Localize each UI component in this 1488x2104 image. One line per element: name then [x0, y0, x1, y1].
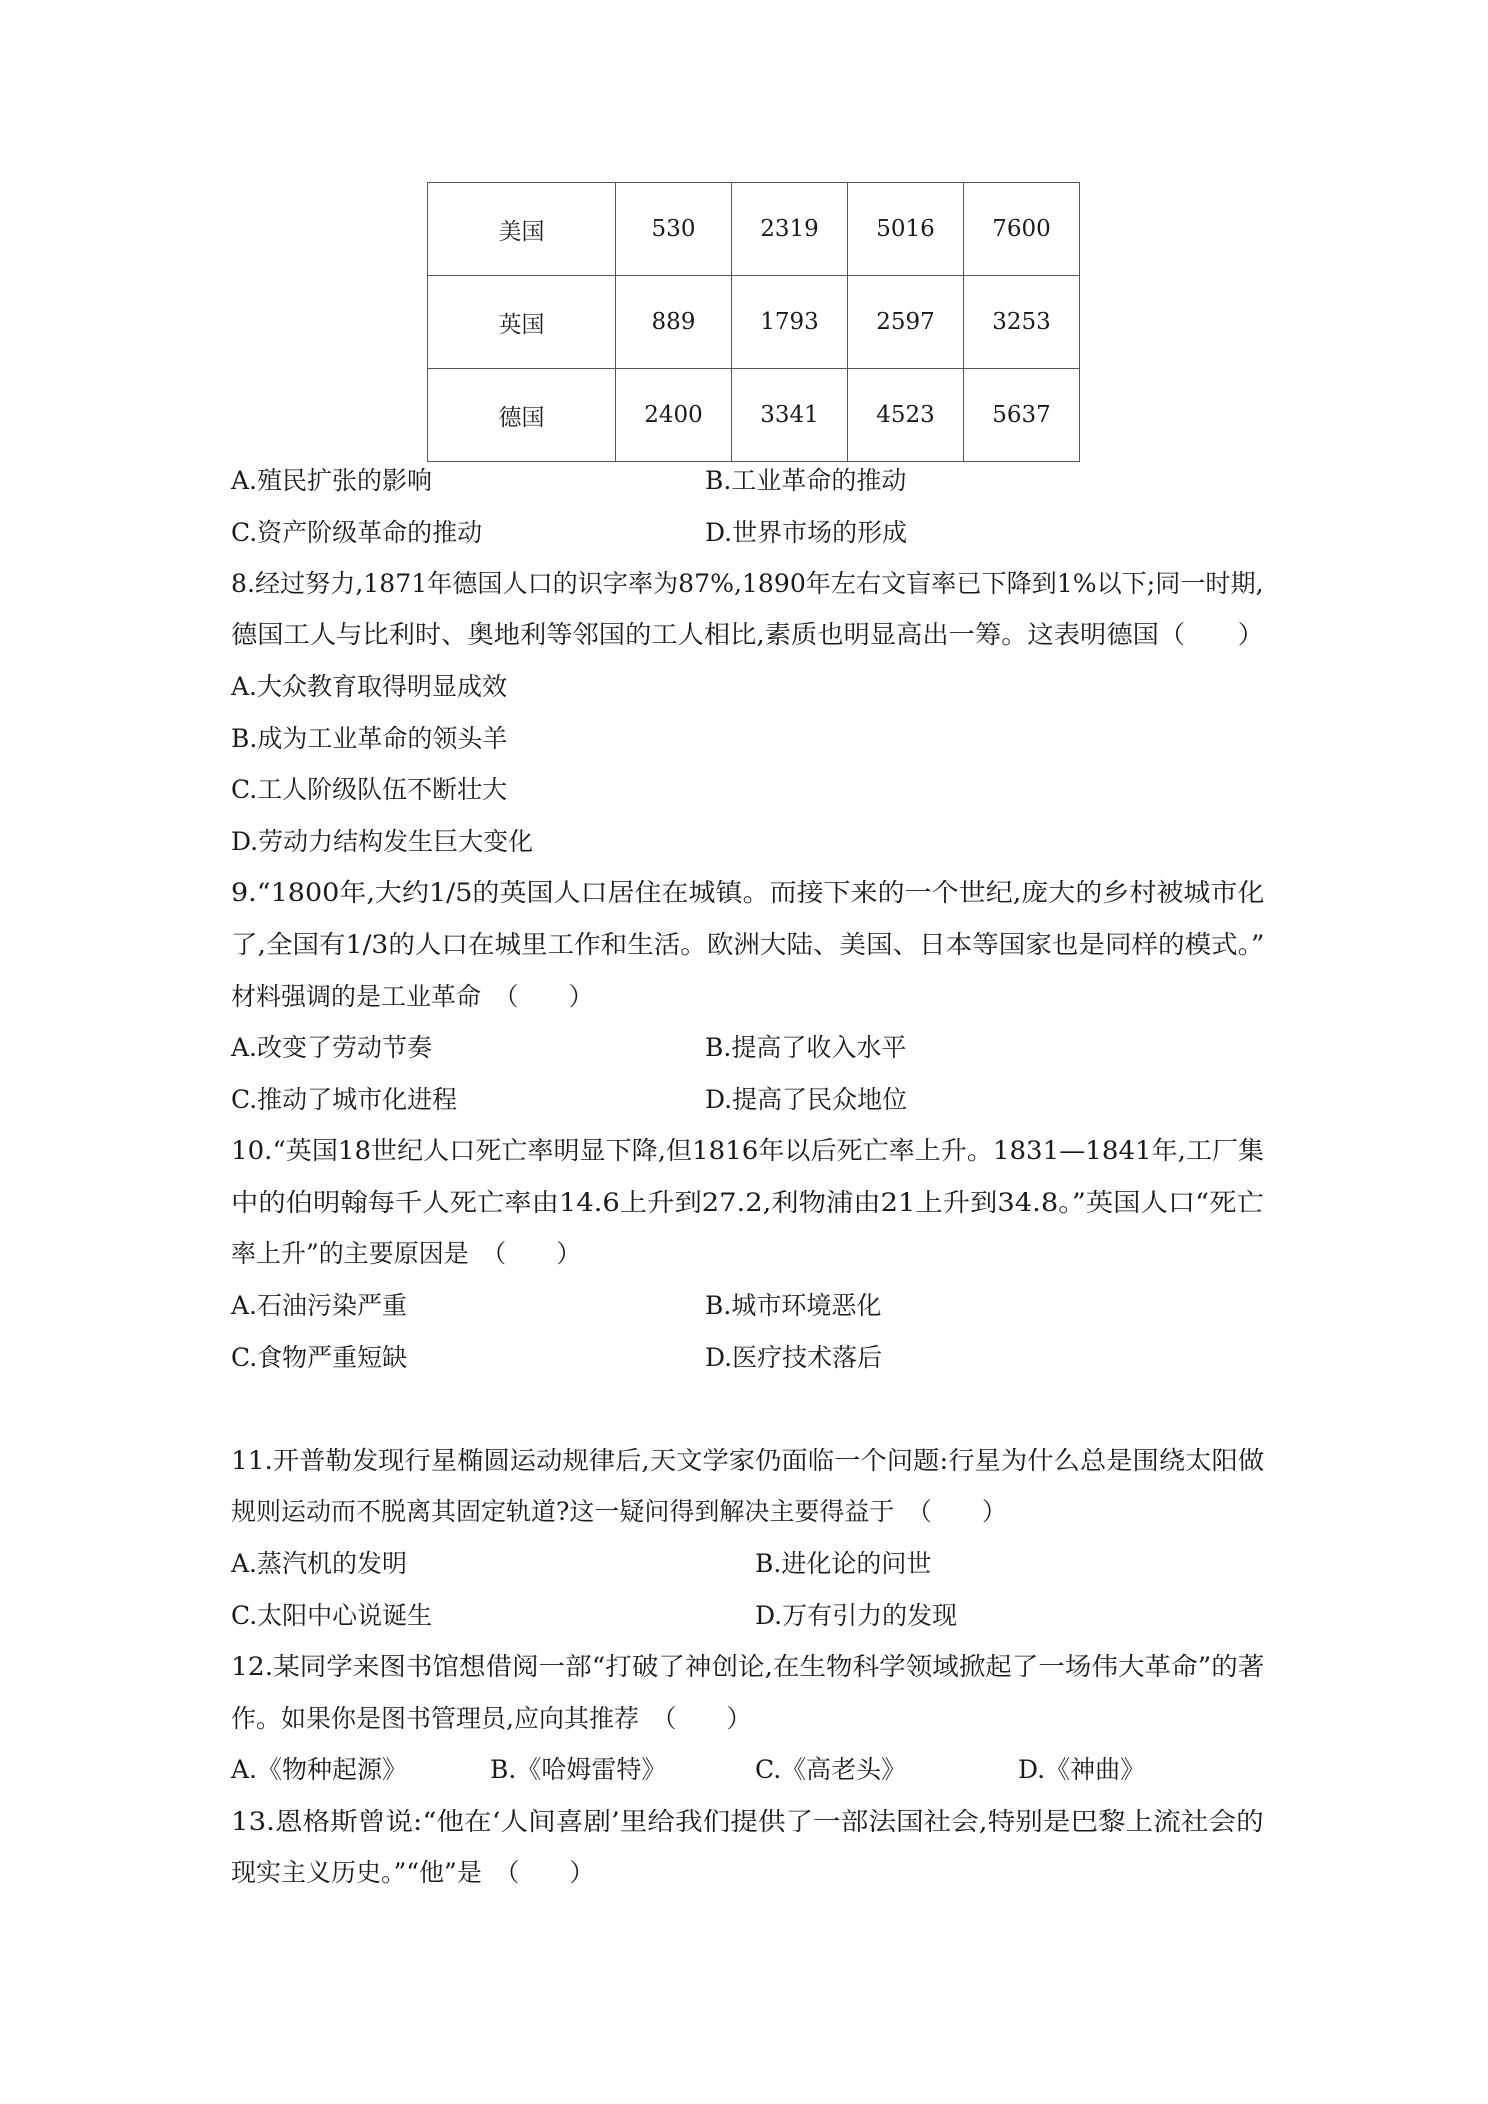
table-cell-value: 5016 [848, 183, 964, 276]
q7-option-d: D.世界市场的形成 [705, 518, 908, 547]
q8-option-c: C.工人阶级队伍不断壮大 [231, 775, 508, 804]
q10-option-d: D.医疗技术落后 [705, 1343, 883, 1372]
q8-option-b: B.成为工业革命的领头羊 [231, 724, 508, 753]
table-cell-country: 德国 [428, 369, 616, 462]
q7-option-c: C.资产阶级革命的推动 [231, 518, 483, 547]
q11-option-c: C.太阳中心说诞生 [231, 1601, 433, 1630]
q12-option-c: C.《高老头》 [755, 1755, 907, 1784]
table-cell-value: 2319 [732, 183, 848, 276]
q8-option-d: D.劳动力结构发生巨大变化 [231, 827, 534, 856]
q13-stem-line-1: 13.恩格斯曾说:“他在‘人间喜剧’里给我们提供了一部法国社会,特别是巴黎上流社会的 [231, 1807, 1264, 1836]
q12-option-b: B.《哈姆雷特》 [490, 1755, 667, 1784]
q9-stem-line-1: 9.“1800年,大约1/5的英国人口居住在城镇。而接下来的一个世纪,庞大的乡村被城市化 [231, 878, 1265, 907]
table-row [428, 276, 1080, 369]
table-row [428, 183, 1080, 276]
q9-stem-line-2: 了,全国有1/3的人口在城里工作和生活。欧洲大陆、美国、日本等国家也是同样的模式。” [231, 930, 1265, 959]
q12-stem-line-2: 作。如果你是图书管理员,应向其推荐 （ ） [231, 1704, 752, 1733]
table-cell-value: 4523 [848, 369, 964, 462]
q9-stem-line-3: 材料强调的是工业革命 （ ） [231, 982, 594, 1011]
table-cell-value: 889 [616, 276, 732, 369]
q9-option-a: A.改变了劳动节奏 [231, 1033, 433, 1062]
q12-option-d: D.《神曲》 [1018, 1755, 1146, 1784]
q10-option-b: B.城市环境恶化 [705, 1291, 882, 1320]
q13-stem-line-2: 现实主义历史。”“他”是 （ ） [231, 1858, 595, 1887]
q11-option-b: B.进化论的问世 [755, 1549, 932, 1578]
table-cell-value: 7600 [964, 183, 1080, 276]
table-cell-country: 美国 [428, 183, 616, 276]
table-cell-value: 3341 [732, 369, 848, 462]
table-cell-value: 5637 [964, 369, 1080, 462]
table-cell-value: 3253 [964, 276, 1080, 369]
q7-option-b: B.工业革命的推动 [705, 466, 907, 495]
q8-stem-line-1: 8.经过努力,1871年德国人口的识字率为87%,1890年左右文盲率已下降到1%以下;同一时期, [231, 569, 1264, 598]
q10-option-c: C.食物严重短缺 [231, 1343, 408, 1372]
q12-stem-line-1: 12.某同学来图书馆想借阅一部“打破了神创论,在生物科学领域掀起了一场伟大革命”的著 [231, 1652, 1265, 1681]
q9-option-d: D.提高了民众地位 [705, 1085, 908, 1114]
q8-stem-line-2: 德国工人与比利时、奥地利等邻国的工人相比,素质也明显高出一筹。这表明德国（ ） [231, 620, 1264, 649]
table-cell-country: 英国 [428, 276, 616, 369]
q11-option-a: A.蒸汽机的发明 [231, 1549, 408, 1578]
q11-stem-line-2: 规则运动而不脱离其固定轨道?这一疑问得到解决主要得益于 （ ） [231, 1497, 1007, 1526]
q10-stem-line-3: 率上升”的主要原因是 （ ） [231, 1239, 582, 1268]
q10-stem-line-2: 中的伯明翰每千人死亡率由14.6上升到27.2,利物浦由21上升到34.8。”英国人口“死亡 [231, 1188, 1264, 1217]
table-row [428, 369, 1080, 462]
table-cell-value: 1793 [732, 276, 848, 369]
q8-option-a: A.大众教育取得明显成效 [231, 672, 508, 701]
table-cell-value: 2400 [616, 369, 732, 462]
q11-stem-line-1: 11.开普勒发现行星椭圆运动规律后,天文学家仍面临一个问题:行星为什么总是围绕太阳做 [231, 1446, 1265, 1475]
table-cell-value: 530 [616, 183, 732, 276]
q10-option-a: A.石油污染严重 [231, 1291, 408, 1320]
table-cell-value: 2597 [848, 276, 964, 369]
statistics-table [427, 182, 1080, 462]
q9-option-b: B.提高了收入水平 [705, 1033, 907, 1062]
q9-option-c: C.推动了城市化进程 [231, 1085, 458, 1114]
q10-stem-line-1: 10.“英国18世纪人口死亡率明显下降,但1816年以后死亡率上升。1831—1841年,工厂集 [231, 1136, 1265, 1165]
q7-option-a: A.殖民扩张的影响 [231, 466, 433, 495]
q11-option-d: D.万有引力的发现 [755, 1601, 958, 1630]
q12-option-a: A.《物种起源》 [231, 1755, 408, 1784]
